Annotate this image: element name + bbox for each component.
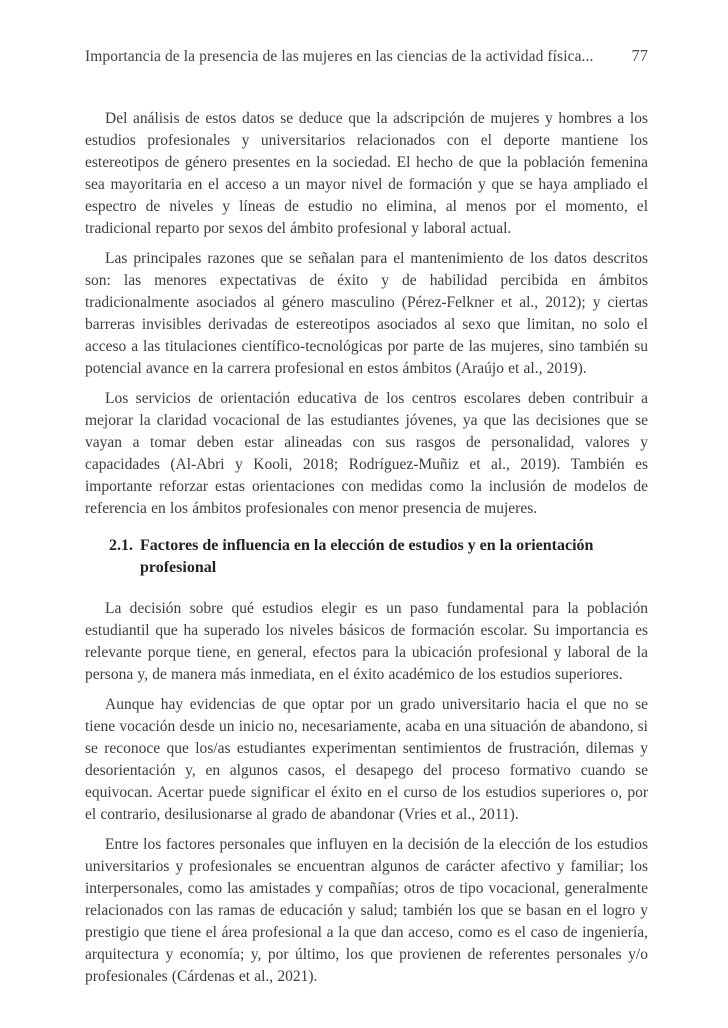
paragraph-4: La decisión sobre qué estudios elegir es un paso fundamental para la población estudiantil que ha superado los niveles básicos de formación escolar. Su importancia es relevante porque tiene, en general, efectos para la ubicación profesional y laboral de la persona y, de manera más inmediata, en el éxito académico de los estudios superiores. xyxy=(85,600,648,683)
running-header xyxy=(85,46,648,67)
paragraph-2: Las principales razones que se señalan para el mantenimiento de los datos descritos son: las menores expectativas de éxito y de habilidad percibida en ámbitos tradicionalmente asociados al género masculino (Pérez-Felkner et al., 2012); y ciertas barreras invisibles derivadas de estereotipos asociados al sexo que limitan, no solo el acceso a las titulaciones científico-tecnológicas por parte de las mujeres, sino también su potencial avance en la carrera profesional en estos ámbitos (Araújo et al., 2019). xyxy=(85,250,648,377)
section-heading-number: 2.1. xyxy=(109,537,133,554)
section-heading-title: Factores de influencia en la elección de estudios y en la orientación profesional xyxy=(140,537,594,576)
section-heading xyxy=(109,535,608,579)
page-body xyxy=(85,108,648,988)
running-header-title: Importancia de la presencia de las mujeres en las ciencias de la actividad física... xyxy=(85,48,594,65)
paragraph-5: Aunque hay evidencias de que optar por un grado universitario hacia el que no se tiene vocación desde un inicio no, necesariamente, acaba en una situación de abandono, si se reconoce que los/as estudiantes experimentan sentimientos de frustración, dilemas y desorientación y, en algunos casos, el desapego del proceso formativo cuando se equivocan. Acertar puede significar el éxito en el curso de los estudios superiores o, por el contrario, desilusionarse al grado de abandonar (Vries et al., 2011). xyxy=(85,696,648,823)
paragraph-1: Del análisis de estos datos se deduce que la adscripción de mujeres y hombres a los estudios profesionales y universitarios relacionados con el deporte mantiene los estereotipos de género presentes en la sociedad. El hecho de que la población femenina sea mayoritaria en el acceso a un mayor nivel de formación y que se haya ampliado el espectro de niveles y líneas de estudio no elimina, al menos por el momento, el tradicional reparto por sexos del ámbito profesional y laboral actual. xyxy=(85,110,648,237)
paragraph-6: Entre los factores personales que influyen en la decisión de la elección de los estudios universitarios y profesionales se encuentran algunos de carácter afectivo y familiar; los interpersonales, como las amistades y compañías; otros de tipo vocacional, generalmente relacionados con las ramas de educación y salud; también los que se basan en el logro y prestigio que tiene el área profesional a la que dan acceso, como es el caso de ingeniería, arquitectura y economía; y, por último, los que provienen de referentes personales y/o profesionales (Cárdenas et al., 2021). xyxy=(85,836,648,985)
page-number: 77 xyxy=(631,46,648,65)
paragraph-3: Los servicios de orientación educativa de los centros escolares deben contribuir a mejorar la claridad vocacional de las estudiantes jóvenes, ya que las decisiones que se vayan a tomar deben estar alineadas con sus rasgos de personalidad, valores y capacidades (Al-Abri y Kooli, 2018; Rodríguez-Muñiz et al., 2019). También es importante reforzar estas orientaciones con medidas como la inclusión de modelos de referencia en los ámbitos profesionales con menor presencia de mujeres. xyxy=(85,390,648,517)
